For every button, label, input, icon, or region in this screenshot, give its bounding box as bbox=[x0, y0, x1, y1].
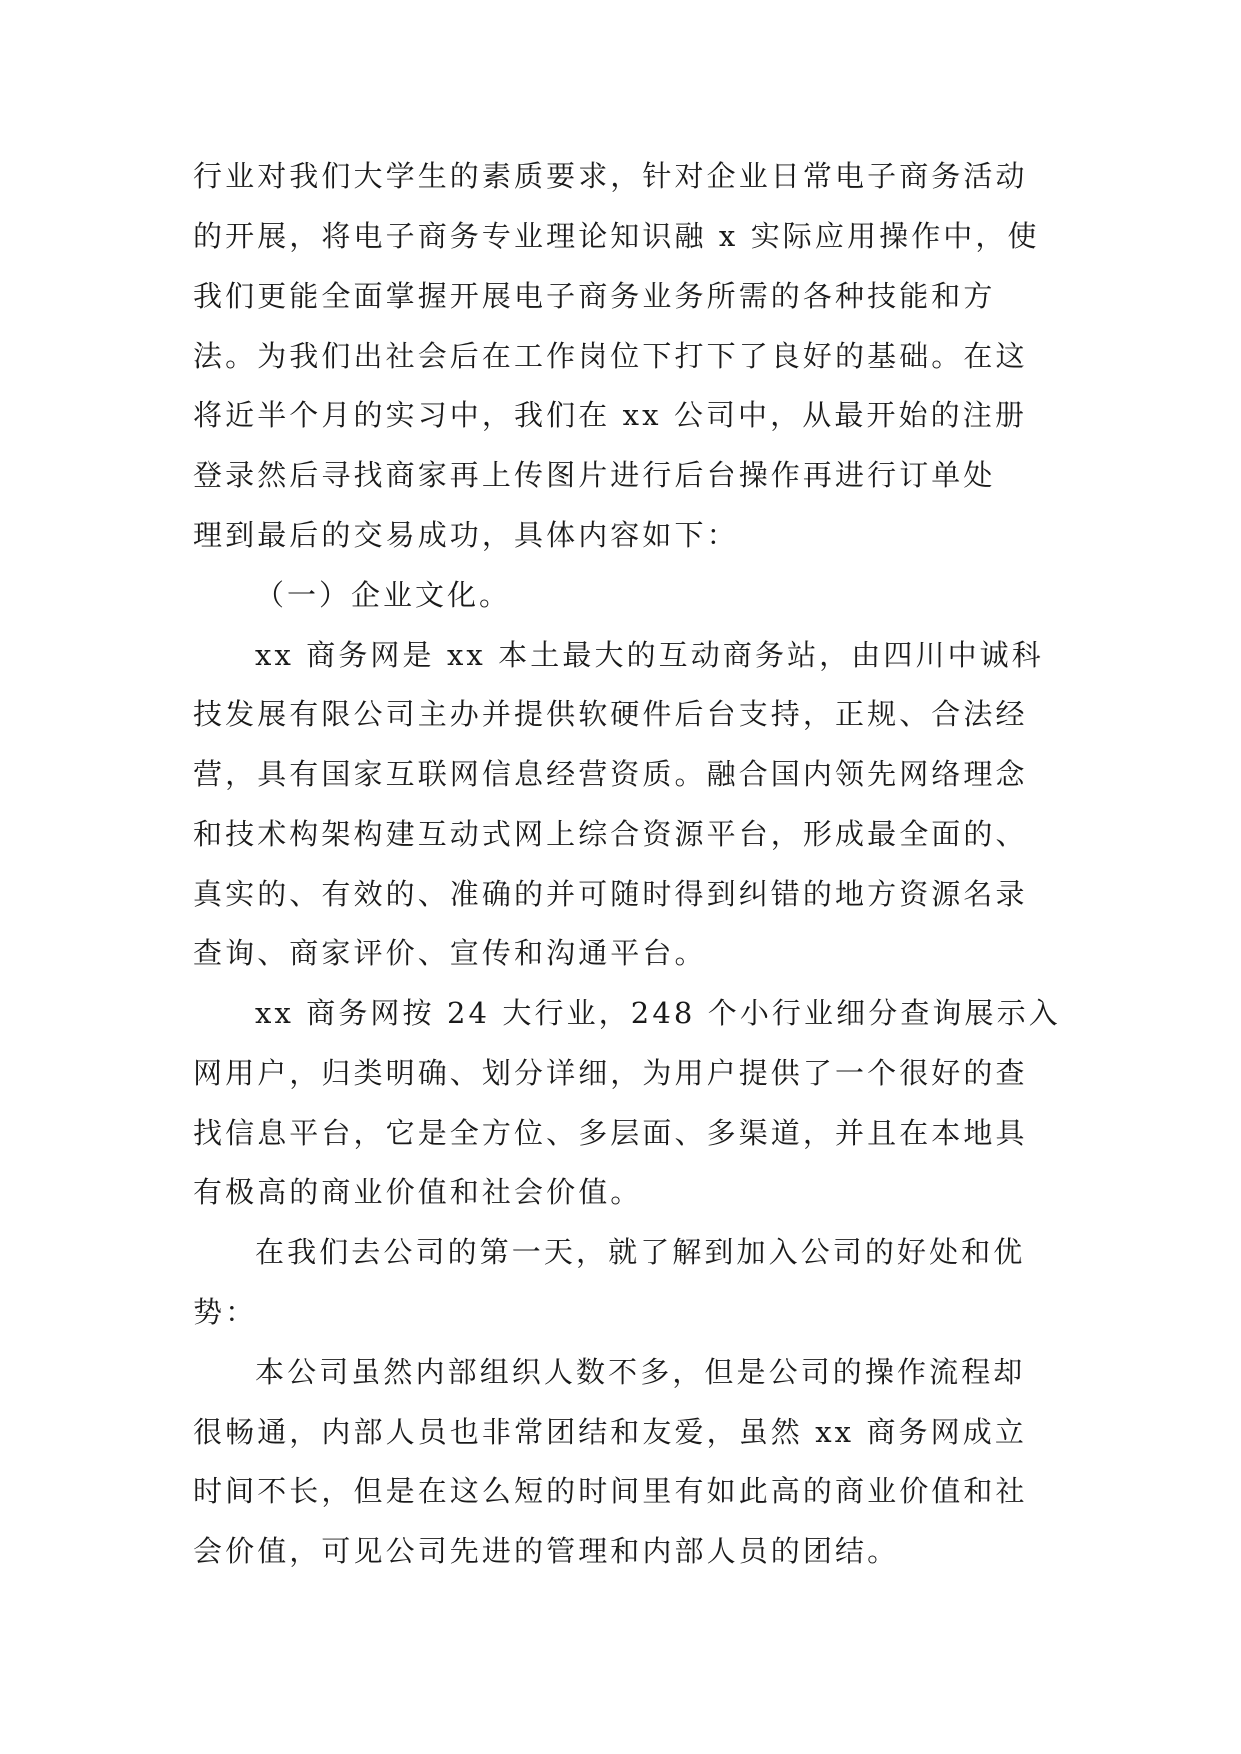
paragraph-line: 的开展，将电子商务专业理论知识融 x 实际应用操作中，使 bbox=[193, 219, 1040, 253]
paragraph-line: 营，具有国家互联网信息经营资质。融合国内领先网络理念 bbox=[193, 757, 1028, 791]
paragraph-line: xx 商务网按 24 大行业，248 个小行业细分查询展示入 bbox=[255, 996, 1061, 1030]
paragraph-line: 将近半个月的实习中，我们在 xx 公司中，从最开始的注册 bbox=[193, 398, 1027, 432]
paragraph-line: 会价值，可见公司先进的管理和内部人员的团结。 bbox=[193, 1534, 900, 1568]
paragraph-line: xx 商务网是 xx 本土最大的互动商务站，由四川中诚科 bbox=[255, 638, 1044, 672]
paragraph-line: 登录然后寻找商家再上传图片进行后台操作再进行订单处 bbox=[193, 458, 996, 492]
section-heading: （一）企业文化。 bbox=[255, 578, 512, 612]
paragraph-line: 很畅通，内部人员也非常团结和友爱，虽然 xx 商务网成立 bbox=[193, 1415, 1027, 1449]
paragraph-line: 时间不长，但是在这么短的时间里有如此高的商业价值和社 bbox=[193, 1474, 1028, 1508]
paragraph-line: 找信息平台，它是全方位、多层面、多渠道，并且在本地具 bbox=[193, 1116, 1028, 1150]
paragraph-line: 网用户，归类明确、划分详细，为用户提供了一个很好的查 bbox=[193, 1056, 1028, 1090]
paragraph-line: 在我们去公司的第一天，就了解到加入公司的好处和优 bbox=[255, 1235, 1026, 1269]
paragraph-line: 有极高的商业价值和社会价值。 bbox=[193, 1175, 643, 1209]
paragraph-line: 本公司虽然内部组织人数不多，但是公司的操作流程却 bbox=[255, 1355, 1026, 1389]
paragraph-line: 势： bbox=[193, 1295, 258, 1329]
paragraph-line: 理到最后的交易成功，具体内容如下： bbox=[193, 518, 739, 552]
paragraph-line: 真实的、有效的、准确的并可随时得到纠错的地方资源名录 bbox=[193, 877, 1028, 911]
paragraph-line: 查询、商家评价、宣传和沟通平台。 bbox=[193, 936, 707, 970]
paragraph-line: 行业对我们大学生的素质要求，针对企业日常电子商务活动 bbox=[193, 159, 1028, 193]
paragraph-line: 和技术构架构建互动式网上综合资源平台，形成最全面的、 bbox=[193, 817, 1028, 851]
paragraph-line: 技发展有限公司主办并提供软硬件后台支持，正规、合法经 bbox=[193, 697, 1028, 731]
paragraph-line: 法。为我们出社会后在工作岗位下打下了良好的基础。在这 bbox=[193, 339, 1028, 373]
paragraph-line: 我们更能全面掌握开展电子商务业务所需的各种技能和方 bbox=[193, 279, 996, 313]
